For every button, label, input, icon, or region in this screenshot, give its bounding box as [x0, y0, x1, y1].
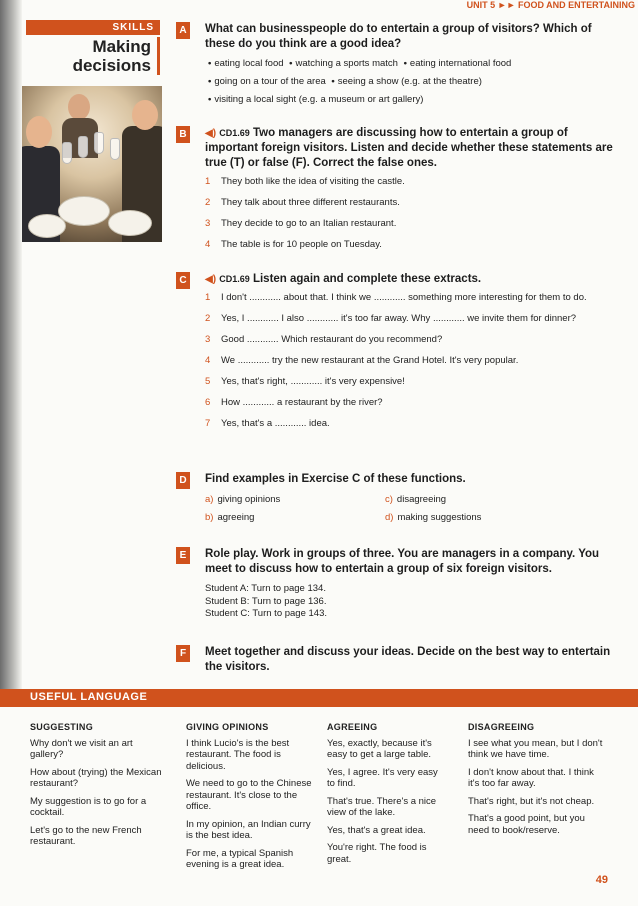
audio-icon: ◀) [205, 128, 217, 139]
phrase: I see what you mean, but I don't think we have time. [468, 737, 603, 760]
lesson-title-line1: Making [92, 37, 151, 56]
phrase: My suggestion is to go for a cocktail. [30, 795, 147, 818]
exercise-question: Meet together and discuss your ideas. Decide on the best way to entertain the visitors. [205, 646, 611, 673]
list-item: 7 Yes, that's a ............ idea. [205, 418, 330, 429]
lesson-title-line2: decisions [72, 56, 151, 75]
list-item: 1 I don't ............ about that. I think we ............ something more interesting for them to do. [205, 292, 587, 303]
list-item: 4 The table is for 10 people on Tuesday. [205, 239, 382, 250]
exercise-letter-badge: B [176, 126, 190, 143]
useful-language-box [0, 707, 638, 906]
column-giving-opinions [186, 722, 314, 877]
list-item: a) giving opinions [205, 494, 281, 505]
item-list [205, 176, 616, 251]
phrase: Let's go to the new French restaurant. [30, 824, 142, 847]
column-suggesting [30, 722, 168, 854]
phrase: Yes, that's a great idea. [327, 824, 426, 836]
dinner-toast-photo [22, 86, 162, 242]
phrase: I don't know about that. I think it's too far away. [468, 766, 594, 789]
phrase: That's true. There's a nice view of the lake. [327, 795, 437, 818]
exercise-b [176, 126, 616, 260]
exercise-letter-badge: E [176, 547, 190, 564]
column-disagreeing [468, 722, 603, 842]
exercise-question: What can businesspeople do to entertain a group of visitors? Which of these do you think are a good idea? [205, 23, 592, 50]
exercise-question: Find examples in Exercise C of these functions. [205, 473, 466, 485]
lesson-title [26, 37, 160, 75]
exercise-letter-badge: C [176, 272, 190, 289]
list-item: eating local food [214, 58, 284, 69]
list-item: b) agreeing [205, 512, 255, 523]
column-heading: DISAGREEING [468, 722, 535, 732]
exercise-f [176, 645, 616, 675]
running-head: UNIT 5 ►► FOOD AND ENTERTAINING [466, 0, 635, 10]
audio-track: CD1.69 [219, 128, 250, 138]
phrase: Yes, exactly, because it's easy to get a large table. [327, 737, 432, 760]
student-list [205, 583, 616, 621]
page-number: 49 [595, 874, 608, 886]
phrase: Why don't we visit an art gallery? [30, 737, 133, 760]
list-item: Student B: Turn to page 136. [205, 595, 327, 607]
exercise-question: Listen again and complete these extracts. [252, 273, 482, 285]
phrase: How about (trying) the Mexican restaurant? [30, 766, 162, 789]
list-item: 2 They talk about three different restaurants. [205, 197, 400, 208]
phrase: You're right. The food is great. [327, 842, 427, 865]
useful-language-banner [0, 689, 638, 707]
phrase: In my opinion, an Indian curry is the best idea. [186, 818, 311, 841]
list-item: going on a tour of the area [214, 76, 326, 87]
list-item: Student C: Turn to page 143. [205, 608, 328, 619]
function-list [205, 494, 616, 524]
audio-track: CD1.69 [219, 274, 250, 284]
list-item: 3 They decide to go to an Italian restaurant. [205, 218, 397, 229]
list-item: d) making suggestions [385, 512, 482, 523]
phrase: Yes, I agree. It's very easy to find. [327, 766, 438, 789]
skills-tag: SKILLS [26, 20, 160, 35]
list-item: watching a sports match [295, 58, 398, 69]
list-item: 1 They both like the idea of visiting the castle. [205, 176, 405, 187]
list-item: 2 Yes, I ............ I also ............ it's too far away. Why ............ we invite them for dinner? [205, 313, 577, 324]
exercise-letter-badge: A [176, 22, 190, 39]
list-item: 6 How ............ a restaurant by the river? [205, 397, 383, 408]
skills-sidebar [26, 20, 160, 75]
phrase: I think Lucio's is the best restaurant. The food is delicious. [186, 737, 290, 772]
exercise-letter-badge: D [176, 472, 190, 489]
item-list [205, 292, 616, 430]
exercise-question: Two managers are discussing how to entertain a group of important foreign visitors. Listen and decide whether these statements are true (T) or false (F). Correct the false ones. [205, 127, 613, 169]
list-item: 5 Yes, that's right, ............ it's very expensive! [205, 376, 405, 387]
exercise-e [176, 547, 616, 621]
phrase: That's a good point, but you need to book/reserve. [468, 813, 585, 836]
list-item: eating international food [409, 58, 512, 69]
list-item: 3 Good ............ Which restaurant do you recommend? [205, 334, 443, 345]
column-agreeing [327, 722, 447, 871]
column-heading: AGREEING [327, 722, 378, 732]
useful-language-title: USEFUL LANGUAGE [30, 691, 148, 703]
list-item: c) disagreeing [385, 494, 447, 505]
audio-icon: ◀) [205, 274, 217, 285]
phrase: For me, a typical Spanish evening is a great idea. [186, 847, 294, 870]
phrase: We need to go to the Chinese restaurant. It's close to the office. [186, 778, 312, 812]
list-item: seeing a show (e.g. at the theatre) [337, 76, 482, 87]
exercise-letter-badge: F [176, 645, 190, 662]
bullet-list: • eating local food • watching a sports match • eating international food • going on a tour of the area • seeing a show (e.g. at the theatre) • visiting a local sight (e.g. a museum or art gallery) [208, 58, 512, 105]
list-item: Student A: Turn to page 134. [205, 583, 326, 594]
exercise-d [176, 472, 616, 524]
exercise-question: Role play. Work in groups of three. You are managers in a company. You meet to discuss how to entertain a group of six foreign visitors. [205, 548, 600, 575]
phrase: That's right, but it's not cheap. [468, 795, 595, 807]
exercise-c [176, 272, 616, 439]
list-item: visiting a local sight (e.g. a museum or art gallery) [214, 94, 424, 105]
exercise-a [176, 22, 616, 109]
list-item: 4 We ............ try the new restaurant at the Grand Hotel. It's very popular. [205, 355, 519, 366]
column-heading: GIVING OPINIONS [186, 722, 269, 732]
column-heading: SUGGESTING [30, 722, 94, 732]
